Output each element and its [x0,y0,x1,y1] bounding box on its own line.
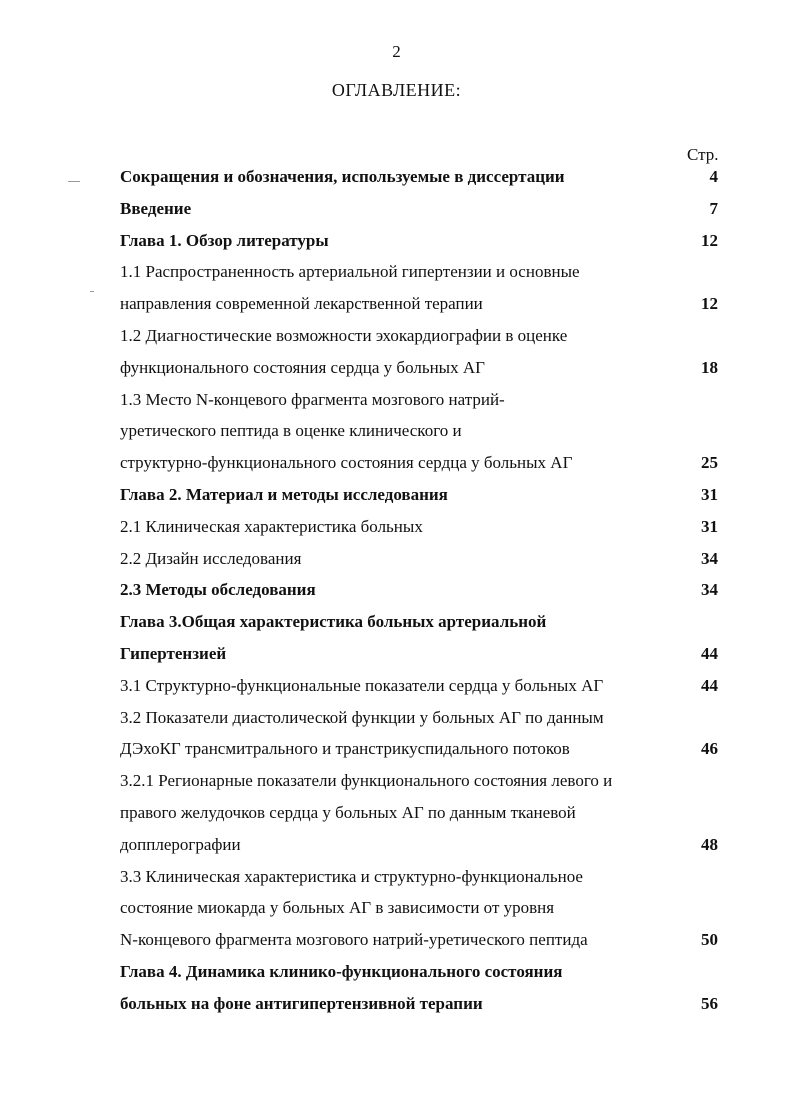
toc-entry [120,956,720,988]
toc-entry-title: Сокращения и обозначения, используемые в диссертации [120,167,565,186]
toc-entry [120,861,720,893]
scan-mark [90,291,94,292]
toc-entry-title: 3.1 Структурно-функциональные показатели сердца у больных АГ [120,675,604,695]
toc-entry-title: больных на фоне антигипертензивной терапии [120,993,483,1013]
toc-entry-page: 50 [701,930,718,950]
toc-entry-page: 44 [701,643,718,663]
toc-entry-title: Гипертензией [120,643,227,663]
toc-entry-page: 48 [701,834,718,854]
scan-mark [68,181,80,182]
toc-entry-title: уретического пептида в оценке клинического и [120,421,462,441]
toc-entry-title: 3.3 Клиническая характеристика и структурно-функциональное [120,866,583,886]
toc-entry [120,320,720,352]
toc-entry-title: Введение [120,198,192,218]
toc-entry-title: функционального состояния сердца у больных АГ [120,357,485,377]
toc-entry-page: 34 [701,548,718,568]
toc-entry [120,988,720,1020]
toc-entry-page: 46 [701,739,718,759]
toc-entry-page: 12 [701,294,718,314]
toc-entry [120,543,720,575]
toc-entry-page: 31 [701,516,718,536]
toc-entry-page: 12 [701,230,718,250]
toc-entry [120,797,720,829]
toc-entry [120,670,720,702]
toc-entry [120,829,720,861]
toc-entry-page: 34 [701,580,718,600]
toc-entry [120,193,720,225]
toc-heading: ОГЛАВЛЕНИЕ: [331,80,462,100]
toc-entry [120,606,720,638]
toc-entry [120,447,720,479]
page-number: 2 [392,42,401,61]
toc-entry [120,924,720,956]
toc-entry-title: состояние миокарда у больных АГ в зависимости от уровня [120,898,555,918]
toc-entry-title: 2.2 Дизайн исследования [120,548,302,568]
toc-entry [120,415,720,447]
toc-entry [120,352,720,384]
toc-entry-title: структурно-функционального состояния сердца у больных АГ [120,453,573,473]
toc-entry-page: 25 [701,453,718,473]
toc-entry-title: Глава 3.Общая характеристика больных артериальной [120,612,547,632]
toc-entry-title: N-концевого фрагмента мозгового натрий-уретического пептида [120,930,588,950]
toc-entry-title: допплерографии [120,834,241,854]
toc-entry [120,225,720,257]
toc-entry [120,511,720,543]
table-of-contents [120,161,720,1020]
toc-entry [120,479,720,511]
toc-entry [120,256,720,288]
toc-entry-title: 2.3 Методы обследования [120,580,316,600]
toc-entry-title: 1.1 Распространенность артериальной гипертензии и основные [120,262,580,282]
toc-entry [120,702,720,734]
toc-entry-title: 1.2 Диагностические возможности эхокардиографии в оценке [120,325,568,345]
toc-entry-title: направления современной лекарственной терапии [120,294,483,314]
toc-entry-title: 2.1 Клиническая характеристика больных [120,516,423,536]
toc-entry-title: Глава 4. Динамика клинико-функционального состояния [120,961,563,981]
toc-entry-title: Глава 2. Материал и методы исследования [120,484,448,504]
toc-entry [120,288,720,320]
toc-entry-page: 18 [701,357,718,377]
page-column-label: Стр. [687,145,719,164]
toc-entry-page: 44 [701,675,718,695]
toc-entry-title: правого желудочков сердца у больных АГ по данным тканевой [120,802,576,822]
toc-entry-page: 31 [701,484,718,504]
toc-entry [120,574,720,606]
toc-entry-title: 3.2 Показатели диастолической функции у больных АГ по данным [120,707,604,727]
toc-entry-page: 7 [709,198,718,218]
toc-entry-title: 1.3 Место N-концевого фрагмента мозгового натрий- [120,389,505,409]
toc-entry [120,161,720,193]
toc-entry-title: Глава 1. Обзор литературы [120,230,329,250]
toc-entry-page: 56 [701,993,718,1013]
toc-entry [120,733,720,765]
toc-entry-title: ДЭхоКГ трансмитрального и транстрикуспидального потоков [120,739,570,759]
toc-entry [120,765,720,797]
toc-entry [120,892,720,924]
toc-entry-page: 4 [709,167,718,186]
toc-entry [120,638,720,670]
toc-entry-title: 3.2.1 Регионарные показатели функционального состояния левого и [120,771,613,791]
toc-entry [120,384,720,416]
